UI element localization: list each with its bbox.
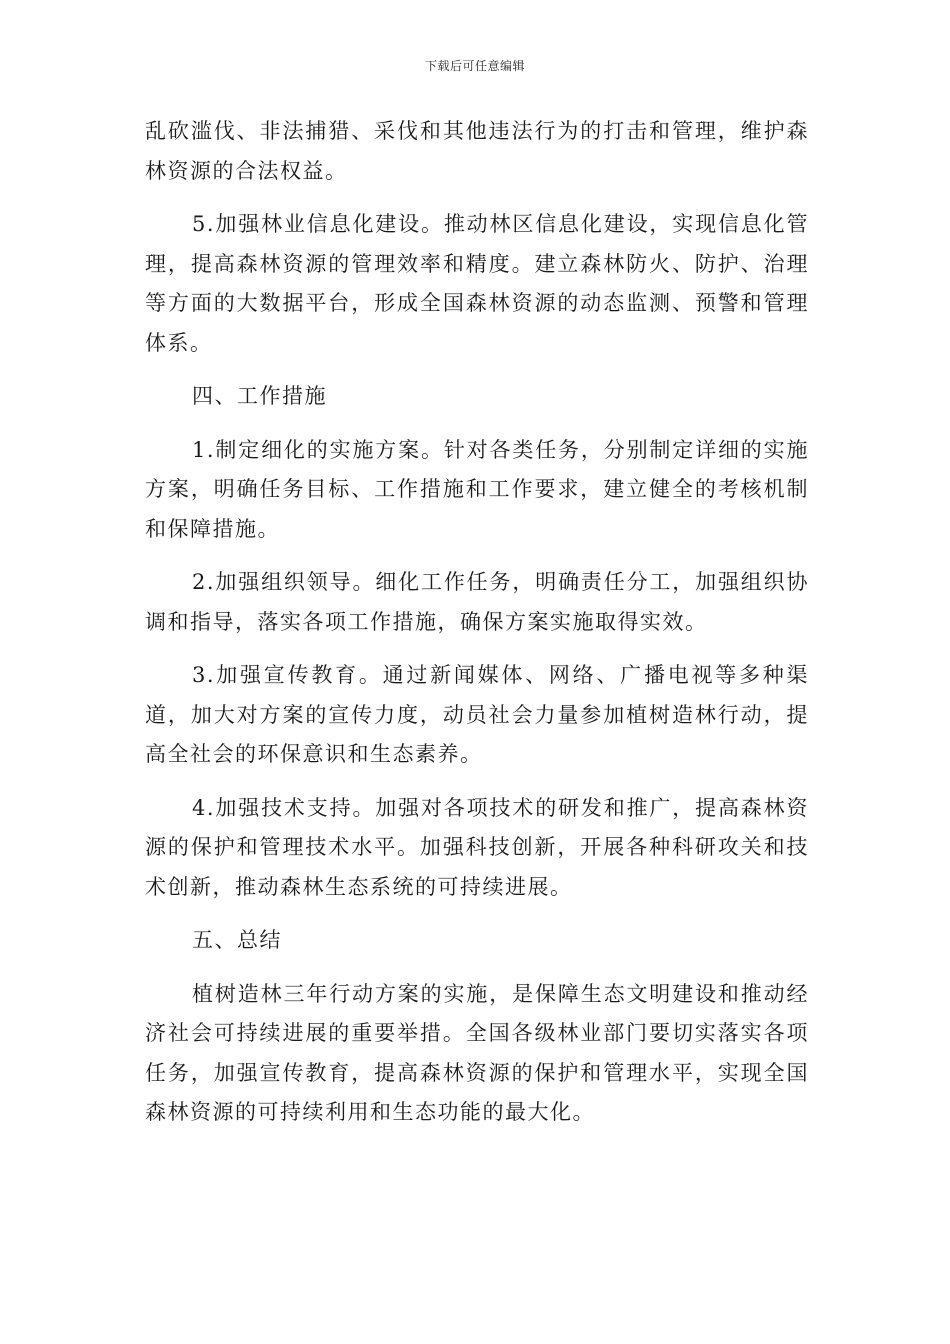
page-header: 下载后可任意编辑 xyxy=(424,59,525,73)
section-heading-work-measures: 四、工作措施 xyxy=(192,384,327,408)
paragraph-measure-4: 4.加强技术支持。加强对各项技术的研发和推广，提高森林资源的保护和管理技术水平。加强科技创新，开展各种科研攻关和技术创新，推动森林生态系统的可持续进展。 xyxy=(145,795,809,899)
paragraph-measure-2: 2.加强组织领导。细化工作任务，明确责任分工，加强组织协调和指导，落实各项工作措施，确保方案实施取得实效。 xyxy=(145,570,809,634)
section-heading-summary: 五、总结 xyxy=(192,928,282,952)
document-body xyxy=(145,112,809,1147)
paragraph-item-5: 5.加强林业信息化建设。推动林区信息化建设，实现信息化管理，提高森林资源的管理效率和精度。建立森林防火、防护、治理等方面的大数据平台，形成全国森林资源的动态监测、预警和管理体系。 xyxy=(145,212,809,355)
paragraph-measure-3: 3.加强宣传教育。通过新闻媒体、网络、广播电视等多种渠道，加大对方案的宣传力度，动员社会力量参加植树造林行动，提高全社会的环保意识和生态素养。 xyxy=(145,663,809,766)
paragraph-summary: 植树造林三年行动方案的实施，是保障生态文明建设和推动经济社会可持续进展的重要举措。全国各级林业部门要切实落实各项任务，加强宣传教育，提高森林资源的保护和管理水平，实现全国森林资源的可持续利用和生态功能的最大化。 xyxy=(145,981,809,1124)
paragraph-continued: 乱砍滥伐、非法捕猎、采伐和其他违法行为的打击和管理，维护森林资源的合法权益。 xyxy=(145,119,809,183)
paragraph-measure-1: 1.制定细化的实施方案。针对各类任务，分别制定详细的实施方案，明确任务目标、工作措施和工作要求，建立健全的考核机制和保障措施。 xyxy=(145,437,809,541)
